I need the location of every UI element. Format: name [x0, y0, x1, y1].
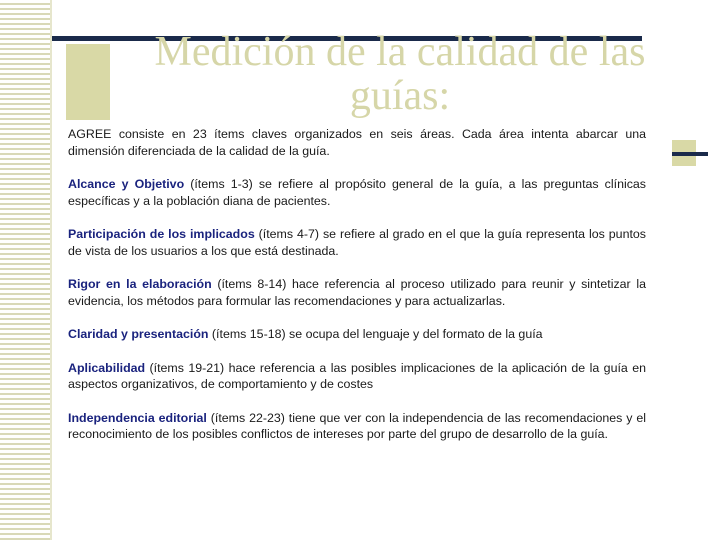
area-name: Claridad y presentación [68, 327, 209, 341]
area-description: (ítems 4-7) se refiere al grado en el que la guía representa los puntos de vista de los usuarios a los que está destinada. [68, 227, 646, 258]
area-paragraph [68, 226, 646, 259]
area-name: Alcance y Objetivo [68, 177, 185, 191]
area-description: (ítems 22-23) tiene que ver con la independencia de las recomendaciones y el reconocimiento de los posibles conflictos de intereses por parte del grupo de desarrollo de la guía. [68, 410, 647, 441]
intro-paragraph: AGREE consiste en 23 ítems claves organizados en seis áreas. Cada área intenta abarcar una dimensión diferenciada de la calidad de la guía. [68, 127, 646, 158]
area-description: (ítems 8-14) hace referencia al proceso utilizado para reunir y sintetizar la evidencia, los métodos para formular las recomendaciones y para actualizarlas. [68, 277, 646, 308]
area-paragraph [68, 410, 646, 443]
area-description: (ítems 19-21) hace referencia a las posibles implicaciones de la aplicación de la guía en aspectos organizativos, de comportamiento y de costes [68, 360, 646, 391]
striped-margin-decoration [0, 0, 52, 540]
title-accent-block [66, 44, 110, 120]
area-paragraph [68, 360, 646, 393]
area-paragraph [68, 326, 646, 343]
area-paragraph [68, 276, 646, 309]
area-description: (ítems 1-3) se refiere al propósito general de la guía, a las preguntas clínicas específicas y a la población diana de pacientes. [68, 177, 646, 208]
right-accent-decoration [672, 140, 708, 166]
area-name: Rigor en la elaboración [68, 277, 212, 291]
slide-content [68, 126, 646, 460]
area-description: (ítems 15-18) se ocupa del lenguaje y del formato de la guía [208, 327, 543, 341]
area-name: Independencia editorial [68, 410, 207, 425]
area-name: Aplicabilidad [68, 360, 146, 375]
slide-title: Medición de la calidad de las guías: [154, 29, 646, 119]
area-paragraph [68, 176, 646, 209]
area-name: Participación de los implicados [68, 227, 255, 241]
right-accent-bar [672, 152, 708, 156]
